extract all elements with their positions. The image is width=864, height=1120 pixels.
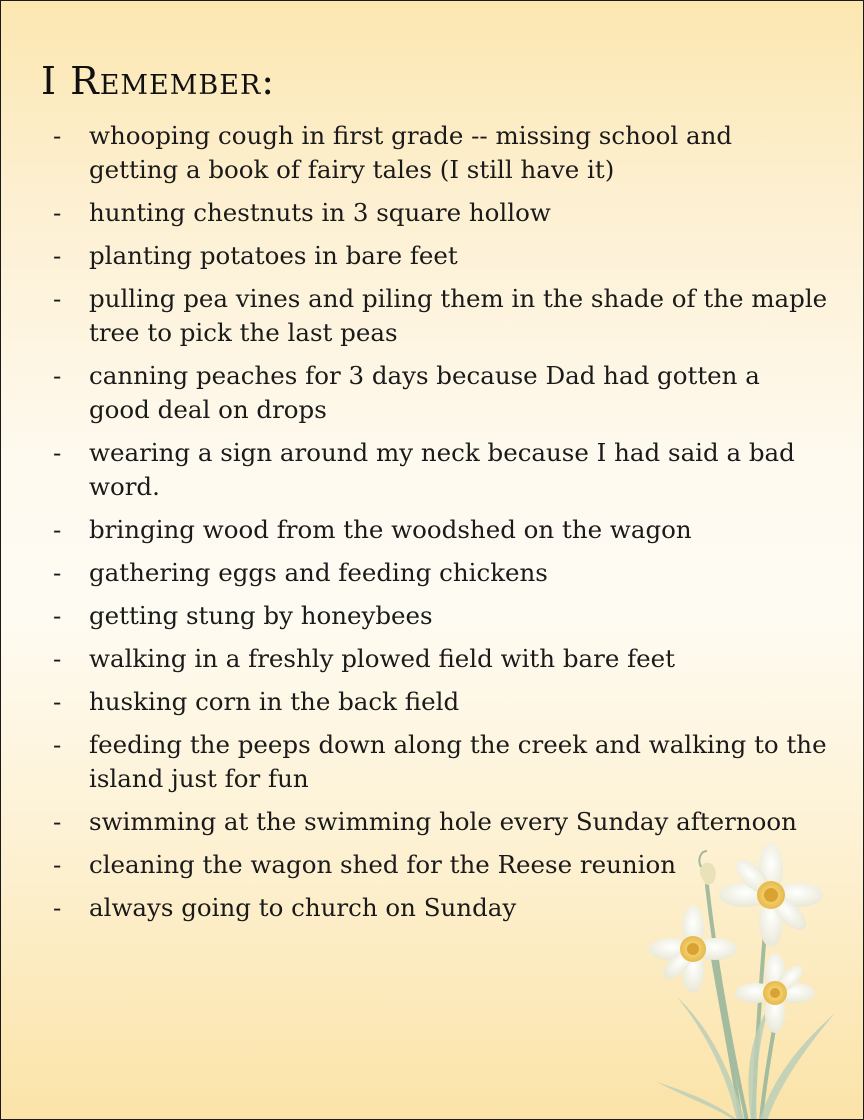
list-item-text: always going to church on Sunday (89, 893, 517, 922)
list-bullet: - (53, 438, 62, 467)
list-item (53, 642, 828, 676)
list-item (53, 196, 828, 230)
list-item (53, 556, 828, 590)
list-item-text: wearing a sign around my neck because I had said a bad word. (89, 438, 795, 501)
list-item-text: walking in a freshly plowed field with bare feet (89, 644, 676, 673)
list-bullet: - (53, 121, 62, 150)
list-bullet: - (53, 893, 62, 922)
list-item-text: husking corn in the back field (89, 687, 460, 716)
daffodil-bud (699, 851, 715, 885)
list-item (53, 685, 828, 719)
list-item (53, 728, 828, 796)
daffodil-flower (735, 953, 815, 1033)
list-item (53, 599, 828, 633)
list-item (53, 282, 828, 350)
list-bullet: - (53, 850, 62, 879)
list-bullet: - (53, 601, 62, 630)
list-bullet: - (53, 730, 62, 759)
list-bullet: - (53, 687, 62, 716)
list-bullet: - (53, 558, 62, 587)
list-item-text: feeding the peeps down along the creek and walking to the island just for fun (89, 730, 827, 793)
memory-list (53, 119, 828, 934)
daffodil-flower (649, 905, 737, 993)
list-item-text: planting potatoes in bare feet (89, 241, 458, 270)
list-item-text: cleaning the wagon shed for the Reese reunion (89, 850, 677, 879)
list-bullet: - (53, 807, 62, 836)
list-bullet: - (53, 241, 62, 270)
list-item-text: canning peaches for 3 days because Dad had gotten a good deal on drops (89, 361, 760, 424)
list-bullet: - (53, 515, 62, 544)
list-item-text: pulling pea vines and piling them in the shade of the maple tree to pick the last peas (89, 284, 828, 347)
list-item (53, 239, 828, 273)
list-bullet: - (53, 361, 62, 390)
list-bullet: - (53, 198, 62, 227)
list-item (53, 805, 828, 839)
list-item (53, 436, 828, 504)
list-item-text: hunting chestnuts in 3 square hollow (89, 198, 551, 227)
list-item-text: bringing wood from the woodshed on the wagon (89, 515, 692, 544)
list-item-text: getting stung by honeybees (89, 601, 433, 630)
page-title: I Remember: (41, 59, 276, 103)
list-item-text: gathering eggs and feeding chickens (89, 558, 548, 587)
list-item (53, 513, 828, 547)
list-item (53, 359, 828, 427)
list-bullet: - (53, 284, 62, 313)
list-item-text: whooping cough in first grade -- missing school and getting a book of fairy tales (I still have it) (89, 121, 733, 184)
list-item-text: swimming at the swimming hole every Sunday afternoon (89, 807, 797, 836)
list-item (53, 119, 828, 187)
list-bullet: - (53, 644, 62, 673)
leaves (655, 997, 835, 1120)
daffodil-illustration (649, 837, 849, 1120)
daffodil-flower (719, 843, 823, 947)
